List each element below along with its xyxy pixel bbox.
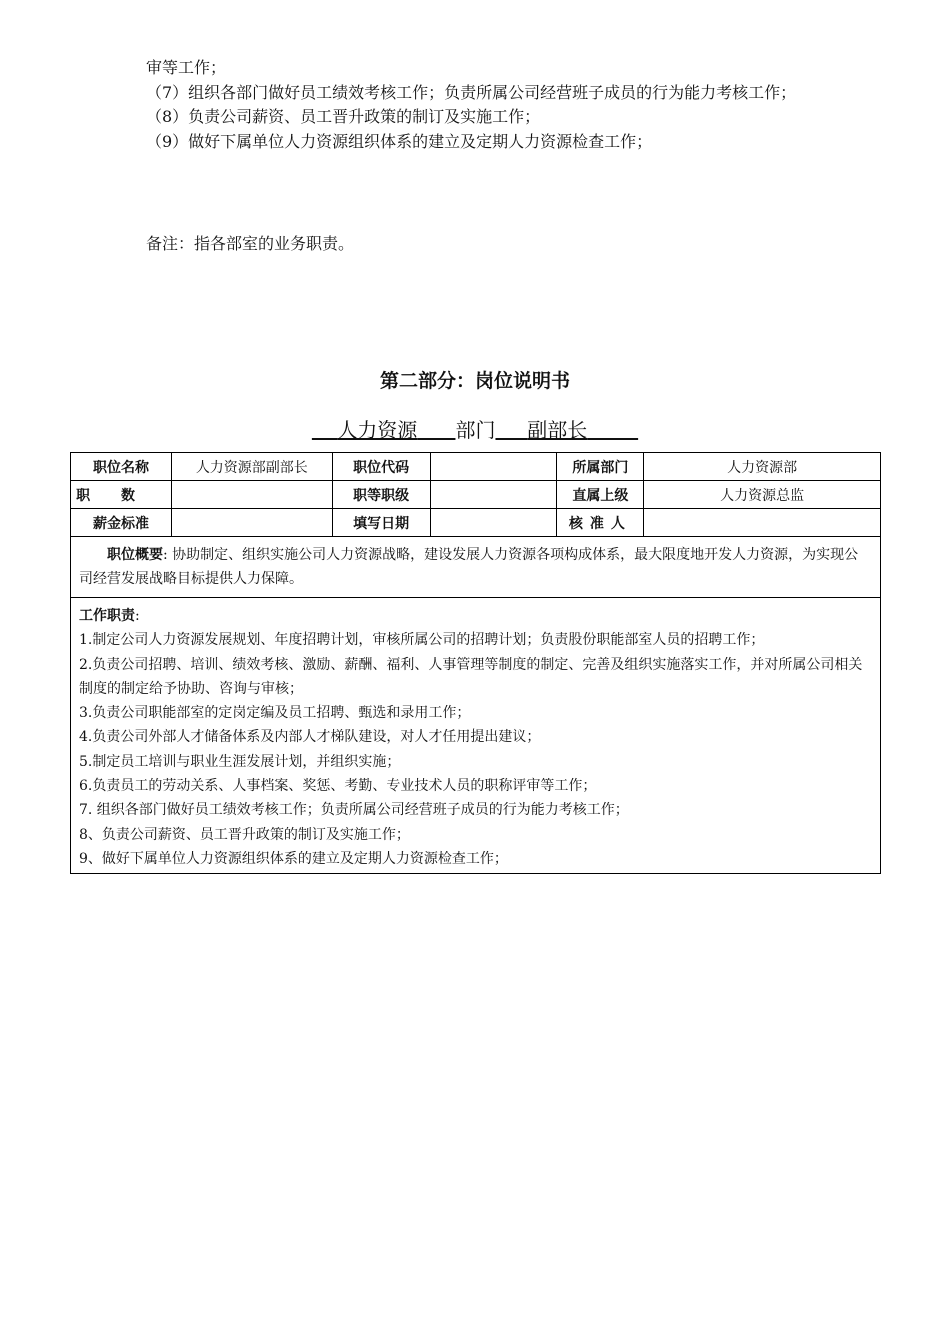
post-dept-suffix: 部门 (455, 418, 496, 442)
table-row (71, 481, 881, 509)
post-header (0, 414, 950, 443)
duty-item: 9、做好下属单位人力资源组织体系的建立及定期人力资源检查工作； (79, 850, 508, 867)
label-position-code: 职位代码 (332, 453, 430, 481)
table-row (71, 453, 881, 481)
section-title: 第二部分：岗位说明书 (379, 370, 570, 392)
intro-line: （8）负责公司薪资、员工晋升政策的制订及实施工作； (146, 107, 541, 126)
duties-colon: : (135, 608, 140, 624)
label-headcount: 职数 (71, 481, 172, 509)
duty-item: 6.负责员工的劳动关系、人事档案、奖惩、考勤、专业技术人员的职称评审等工作； (79, 778, 597, 795)
value-position-name: 人力资源部副部长 (171, 453, 332, 481)
remark-note: 备注：指各部室的业务职责。 (146, 234, 355, 253)
value-fill-date (430, 509, 557, 537)
table-row (71, 509, 881, 537)
duty-item: 7. 组织各部门做好员工绩效考核工作；负责所属公司经营班子成员的行为能力考核工作； (79, 802, 629, 819)
label-fill-date: 填写日期 (332, 509, 430, 537)
intro-line: （9）做好下属单位人力资源组织体系的建立及定期人力资源检查工作； (146, 131, 653, 151)
duty-item: 3.负责公司职能部室的定岗定编及员工招聘、甄选和录用工作； (79, 705, 471, 722)
duty-item: 1.制定公司人力资源发展规划、年度招聘计划，审核所属公司的招聘计划；负责股份职能部室人员的招聘工作； (79, 632, 765, 649)
label-approver: 核准人 (557, 509, 644, 537)
duty-item: 2.负责公司招聘、培训、绩效考核、激励、薪酬、福利、人事管理等制度的制定、完善及组织实施落实工作，并对所属公司相关制度的制定给予协助、咨询与审核； (79, 656, 863, 697)
label-position-name: 职位名称 (71, 453, 172, 481)
post-department: 人力资源 (337, 418, 418, 442)
intro-line: 审等工作； (146, 58, 227, 77)
position-summary (71, 537, 881, 598)
table-row (71, 537, 881, 598)
duty-item: 8、负责公司薪资、员工晋升政策的制订及实施工作； (79, 826, 410, 843)
job-duties (71, 598, 881, 874)
value-direct-superior: 人力资源总监 (644, 481, 881, 509)
value-approver (644, 509, 881, 537)
value-grade-level (430, 481, 557, 509)
value-salary-standard (171, 509, 332, 537)
table-row (71, 598, 881, 874)
label-salary-standard: 薪金标准 (71, 509, 172, 537)
intro-text (146, 56, 826, 154)
value-department: 人力资源部 (644, 453, 881, 481)
label-direct-superior: 直属上级 (557, 481, 644, 509)
label-department: 所属部门 (557, 453, 644, 481)
summary-label: 职位概要 (107, 547, 163, 563)
value-headcount (171, 481, 332, 509)
job-description-table (70, 452, 881, 874)
label-grade-level: 职等职级 (332, 481, 430, 509)
intro-line: （7）组织各部门做好员工绩效考核工作；负责所属公司经营班子成员的行为能力考核工作； (146, 82, 797, 102)
duty-item: 4.负责公司外部人才储备体系及内部人才梯队建设，对人才任用提出建议； (79, 729, 541, 746)
post-position: 副部长 (527, 418, 588, 442)
duties-label: 工作职责 (79, 608, 135, 624)
duty-item: 5.制定员工培训与职业生涯发展计划，并组织实施； (79, 753, 401, 770)
summary-text: : 协助制定、组织实施公司人力资源战略，建设发展人力资源各项构成体系，最大限度地开发人力资源，为实现公司经营发展战略目标提供人力保障。 (79, 547, 859, 587)
value-position-code (430, 453, 557, 481)
